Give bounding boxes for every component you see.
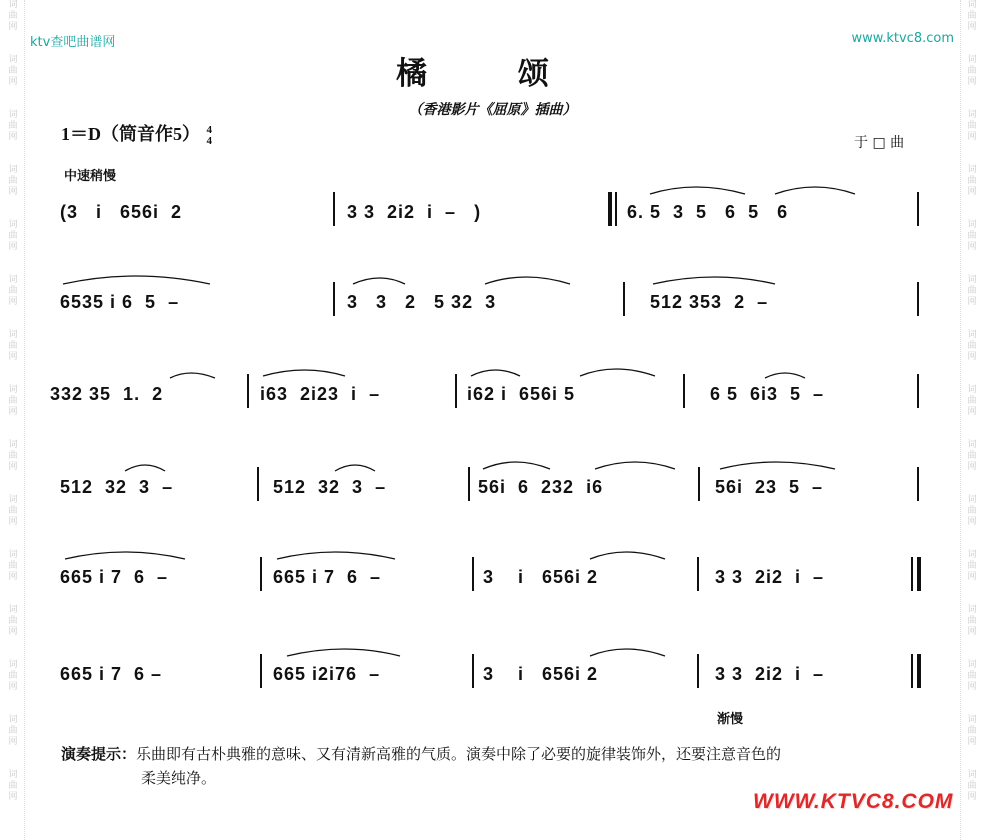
score-row-2: [55, 270, 935, 330]
ritardando-mark: 渐慢: [717, 712, 744, 727]
measure: 665 i 7 6 –: [60, 664, 163, 684]
song-subtitle: （香港影片《屈原》插曲）: [408, 102, 577, 118]
slur-marks: [55, 642, 935, 702]
score-row-4: [55, 455, 935, 515]
slur-marks: [55, 180, 935, 240]
key-text: 1＝D（筒音作5）: [61, 124, 200, 144]
tip-label: 演奏提示：: [61, 745, 137, 763]
tip-text-continued: 柔美纯净。: [141, 769, 217, 787]
measure: 3 3 2i2 i –: [715, 567, 825, 587]
tempo-mark: 中速稍慢: [64, 169, 117, 184]
measure: 512 32 3 –: [60, 477, 174, 497]
measure: 3 3 2i2 i –: [715, 664, 825, 684]
site-name-left[interactable]: ktv查吧曲谱网: [30, 35, 116, 50]
measure: 665 i2i76 –: [273, 664, 381, 684]
measure: 512 32 3 –: [273, 477, 387, 497]
measure: 6 5 6i3 5 –: [710, 384, 825, 404]
measure: 3 3 2i2 i – ): [347, 202, 482, 222]
performance-tip: [61, 742, 941, 790]
score-row-1: [55, 180, 935, 240]
measure: 332 35 1. 2: [50, 384, 164, 404]
score-row-6: [55, 642, 935, 702]
song-title: 橘 颂: [396, 56, 589, 92]
composer: 于 □ 曲: [854, 135, 905, 151]
measure: 665 i 7 6 –: [273, 567, 382, 587]
key-signature: [61, 120, 212, 147]
tip-text: 乐曲即有古朴典雅的意味、又有清新高雅的气质。演奏中除了必要的旋律装饰外，还要注意音色的: [136, 745, 782, 763]
measure: 56i 23 5 –: [715, 477, 824, 497]
slur-marks: [55, 362, 935, 422]
measure: i62 i 656i 5: [467, 384, 576, 404]
site-watermark-logo: WWW.KTVC8.COM: [753, 790, 954, 813]
measure: i63 2i23 i –: [260, 384, 381, 404]
measure: 3 i 656i 2: [483, 567, 599, 587]
measure: 3 3 2 5 32 3: [347, 292, 497, 312]
measure: 6. 5 3 5 6 5 6: [627, 202, 789, 222]
site-url-right[interactable]: www.ktvc8.com: [851, 31, 954, 46]
slur-marks: [55, 545, 935, 605]
measure: 56i 6 232 i6: [478, 477, 604, 497]
measure: 512 353 2 –: [650, 292, 769, 312]
measure: (3 i 656i 2: [60, 202, 183, 222]
slur-marks: [55, 455, 935, 515]
side-watermark-left: 词 曲 网 词 曲 网 词 曲 网 词 曲 网 词 曲 网 词 曲 网 词 曲 网 词 曲 网 词 曲 网 词 曲 网 词 曲 网 词 曲 网 词 曲 网 词 曲 网 词 曲 网: [2, 0, 25, 840]
score-row-5: [55, 545, 935, 605]
measure: 3 i 656i 2: [483, 664, 599, 684]
measure: 665 i 7 6 –: [60, 567, 169, 587]
score-row-3: [50, 362, 935, 422]
slur-marks: [55, 270, 935, 330]
measure: 6535 i 6 5 –: [60, 292, 180, 312]
side-watermark-right: 词 曲 网 词 曲 网 词 曲 网 词 曲 网 词 曲 网 词 曲 网 词 曲 网 词 曲 网 词 曲 网 词 曲 网 词 曲 网 词 曲 网 词 曲 网 词 曲 网 词 曲 网: [960, 0, 983, 840]
time-signature: 4 4: [206, 123, 212, 147]
